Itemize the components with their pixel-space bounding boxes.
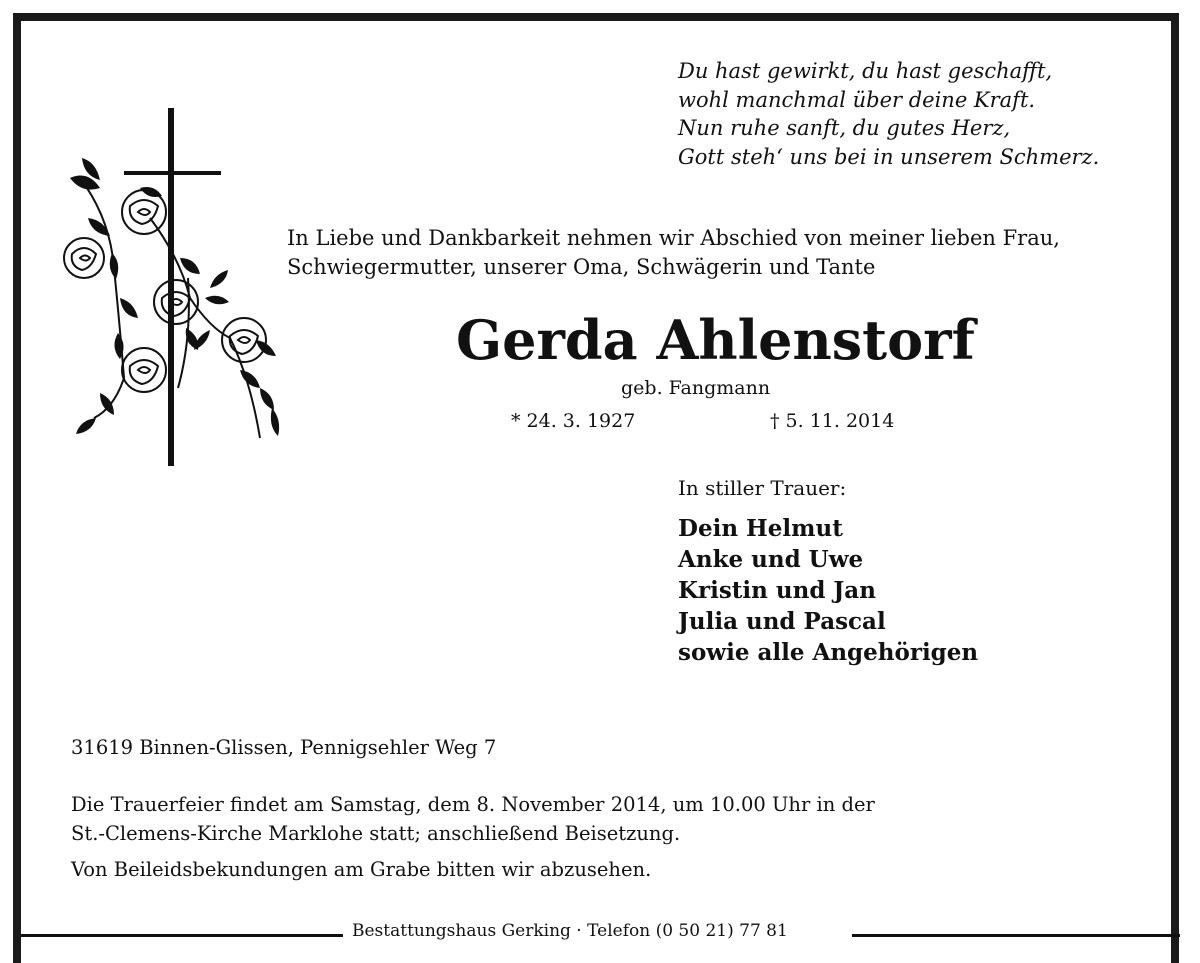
poem xyxy=(678,57,1099,171)
cross-icon xyxy=(124,108,221,466)
mourning-heading: In stiller Trauer: xyxy=(678,476,847,500)
footer-rule-left xyxy=(21,934,343,937)
family-address: 31619 Binnen-Glissen, Pennigsehler Weg 7 xyxy=(71,736,497,759)
mourner-name: Julia und Pascal xyxy=(678,608,886,635)
mourner-list xyxy=(678,513,978,668)
poem-line: Du hast gewirkt, du hast geschafft, xyxy=(678,59,1053,83)
cross-with-roses-graphic xyxy=(60,108,300,478)
footer-rule-right xyxy=(852,934,1180,937)
ceremony-details xyxy=(71,791,875,848)
poem-line: Gott steh‘ uns bei in unserem Schmerz. xyxy=(678,144,1100,169)
intro-line: Schwiegermutter, unserer Oma, Schwägerin und Tante xyxy=(287,254,876,279)
condolence-note: Von Beileidsbekundungen am Grabe bitten wir abzusehen. xyxy=(71,858,652,881)
intro-line: In Liebe und Dankbarkeit nehmen wir Abschied von meiner lieben Frau, xyxy=(287,226,1060,250)
mourner-name: sowie alle Angehörigen xyxy=(678,639,979,666)
ceremony-line: Die Trauerfeier findet am Samstag, dem 8. November 2014, um 10.00 Uhr in der xyxy=(71,793,875,816)
funeral-home-footer: Bestattungshaus Gerking · Telefon (0 50 21) 77 81 xyxy=(352,921,788,941)
death-date: † 5. 11. 2014 xyxy=(770,410,895,432)
maiden-name: geb. Fangmann xyxy=(621,377,771,399)
farewell-intro xyxy=(287,224,1060,281)
mourner-name: Kristin und Jan xyxy=(678,577,876,604)
poem-line: wohl manchmal über deine Kraft. xyxy=(678,87,1036,112)
poem-line: Nun ruhe sanft, du gutes Herz, xyxy=(678,116,1011,141)
mourner-name: Anke und Uwe xyxy=(678,546,864,573)
leaf-icon xyxy=(70,158,279,436)
mourner-name: Dein Helmut xyxy=(678,515,843,542)
birth-date: * 24. 3. 1927 xyxy=(511,410,636,432)
ceremony-line: St.-Clemens-Kirche Marklohe statt; anschließend Beisetzung. xyxy=(71,821,681,845)
deceased-name: Gerda Ahlenstorf xyxy=(456,308,975,372)
